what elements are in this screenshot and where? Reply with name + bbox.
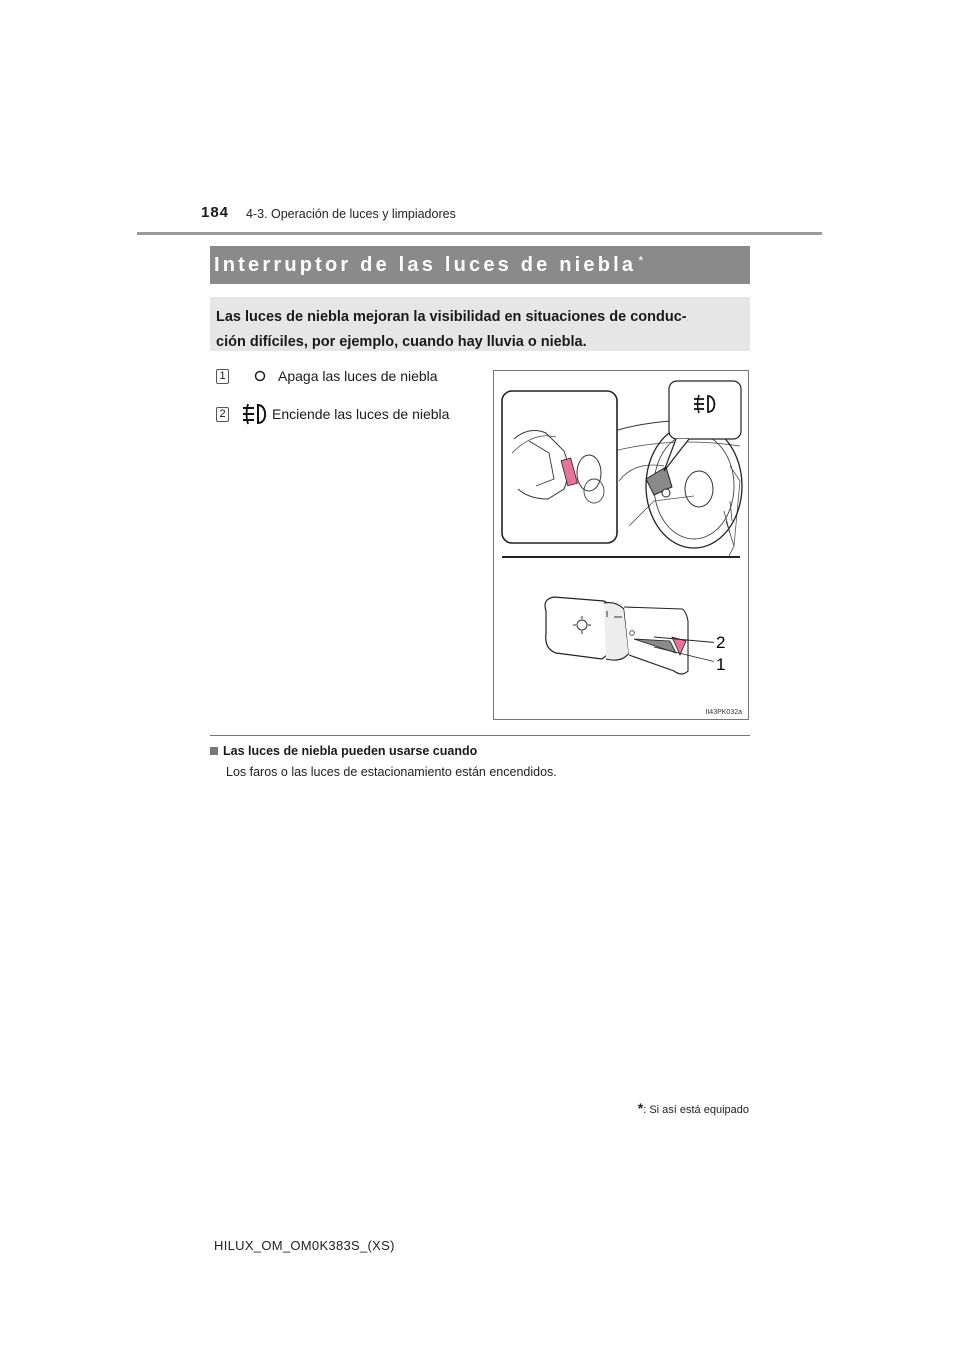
item-number-badge: 1: [216, 369, 229, 384]
footnote-mark: *: [637, 1100, 644, 1116]
off-symbol-icon: [253, 369, 267, 383]
list-item: [216, 402, 449, 426]
front-fog-light-icon: [241, 402, 271, 426]
bullet-square-icon: [210, 747, 218, 755]
section-title: 4-3. Operación de luces y limpiadores: [246, 207, 456, 221]
intro-box: [210, 297, 750, 351]
note-heading: [210, 744, 477, 758]
page-title-bar: [210, 246, 750, 284]
page-number: 184: [201, 204, 230, 221]
header-divider: [137, 232, 822, 235]
page-title: Interruptor de las luces de niebla: [214, 253, 637, 276]
intro-line-1: Las luces de niebla mejoran la visibilidad en situaciones de conduc-: [216, 309, 687, 325]
figure-callout-1: 1: [716, 655, 726, 674]
intro-line-2: ción difíciles, por ejemplo, cuando hay lluvia o niebla.: [216, 334, 587, 350]
item-label: Enciende las luces de niebla: [272, 406, 450, 422]
note-heading-text: Las luces de niebla pueden usarse cuando: [223, 744, 478, 758]
document-code: HILUX_OM_OM0K383S_(XS): [214, 1238, 395, 1253]
fog-light-switch-illustration: [494, 371, 748, 719]
note-body: Los faros o las luces de estacionamiento están encendidos.: [226, 765, 557, 779]
section-divider: [210, 735, 750, 736]
item-number-badge: 2: [216, 407, 229, 422]
footnote: [638, 1100, 749, 1116]
equipment-mark: *: [638, 252, 644, 268]
list-item: [216, 368, 438, 384]
footnote-text: : Si así está equipado: [643, 1104, 749, 1116]
figure-code: II43PK032a: [705, 709, 742, 716]
illustration-figure: [493, 370, 749, 720]
item-label: Apaga las luces de niebla: [278, 368, 438, 384]
figure-callout-2: 2: [716, 633, 726, 652]
